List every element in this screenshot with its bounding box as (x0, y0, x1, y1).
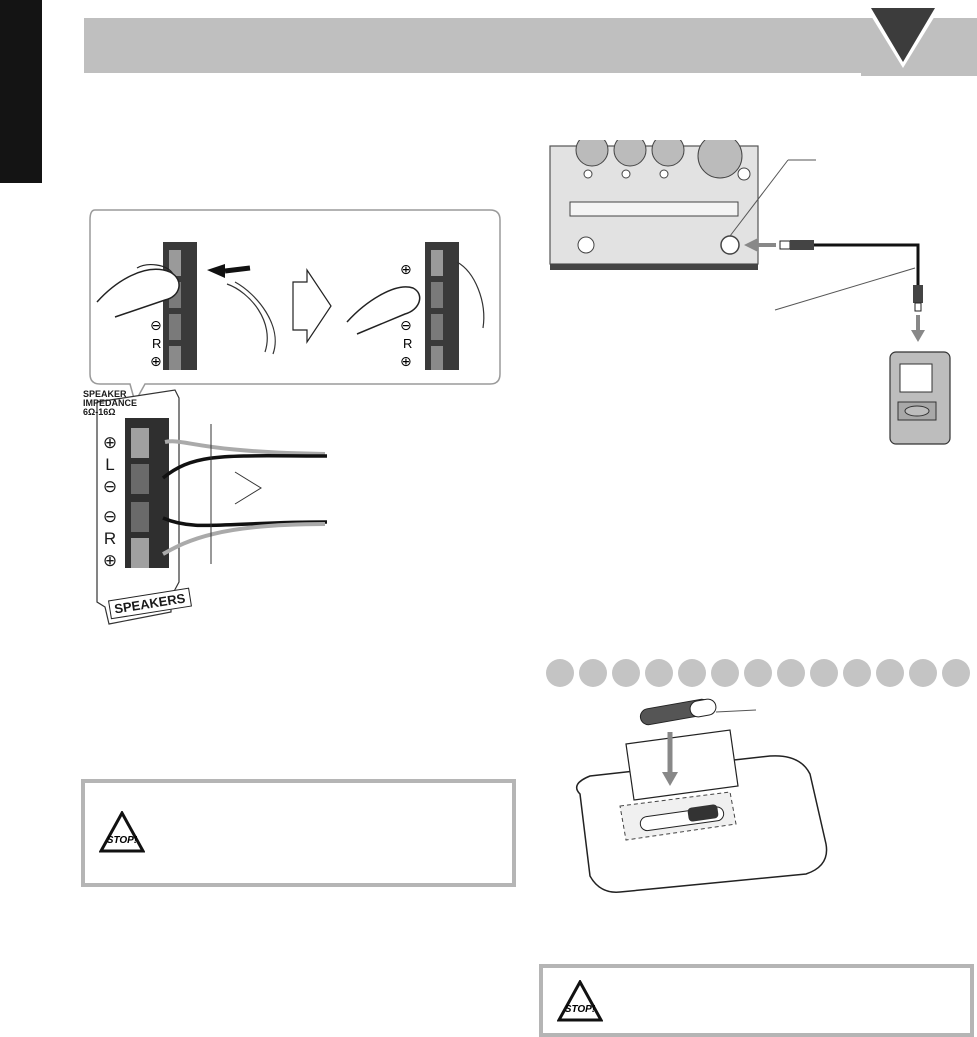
left-plus-symbol: ⊕ (102, 433, 118, 453)
speakers-label: SPEAKERS (108, 588, 191, 620)
svg-text:⊕: ⊕ (150, 354, 162, 370)
right-minus-symbol: ⊖ (102, 507, 118, 527)
remote-battery-figure (560, 694, 860, 894)
svg-text:⊖: ⊖ (150, 318, 162, 334)
right-plus-symbol: ⊕ (102, 551, 118, 571)
header-bar (84, 18, 977, 73)
svg-text:⊕: ⊕ (400, 262, 412, 278)
svg-text:⊖: ⊖ (400, 318, 412, 334)
section-dots (546, 656, 977, 690)
left-channel-label: L (105, 455, 115, 474)
svg-text:R: R (403, 336, 413, 351)
impedance-line-3: 6Ω-16Ω (83, 407, 116, 417)
warning-box-left (81, 779, 516, 887)
page-corner-triangle (861, 0, 977, 76)
svg-text:R: R (152, 336, 162, 351)
stop-label: STOP! (106, 835, 138, 846)
impedance-label (83, 390, 153, 417)
left-minus-symbol: ⊖ (102, 477, 118, 497)
impedance-line-1: SPEAKER (83, 389, 127, 399)
aux-connection-figure (530, 140, 977, 450)
right-channel-label: R (103, 529, 117, 548)
speaker-connection-figure (75, 202, 515, 632)
side-tab (0, 0, 42, 183)
stop-warning-icon (99, 811, 145, 853)
terminal-symbols (99, 432, 121, 572)
impedance-line-2: IMPEDANCE (83, 398, 138, 408)
stop-warning-icon (557, 980, 603, 1022)
stop-label: STOP! (564, 1004, 596, 1015)
svg-text:⊕: ⊕ (400, 354, 412, 370)
warning-box-right (539, 964, 974, 1037)
